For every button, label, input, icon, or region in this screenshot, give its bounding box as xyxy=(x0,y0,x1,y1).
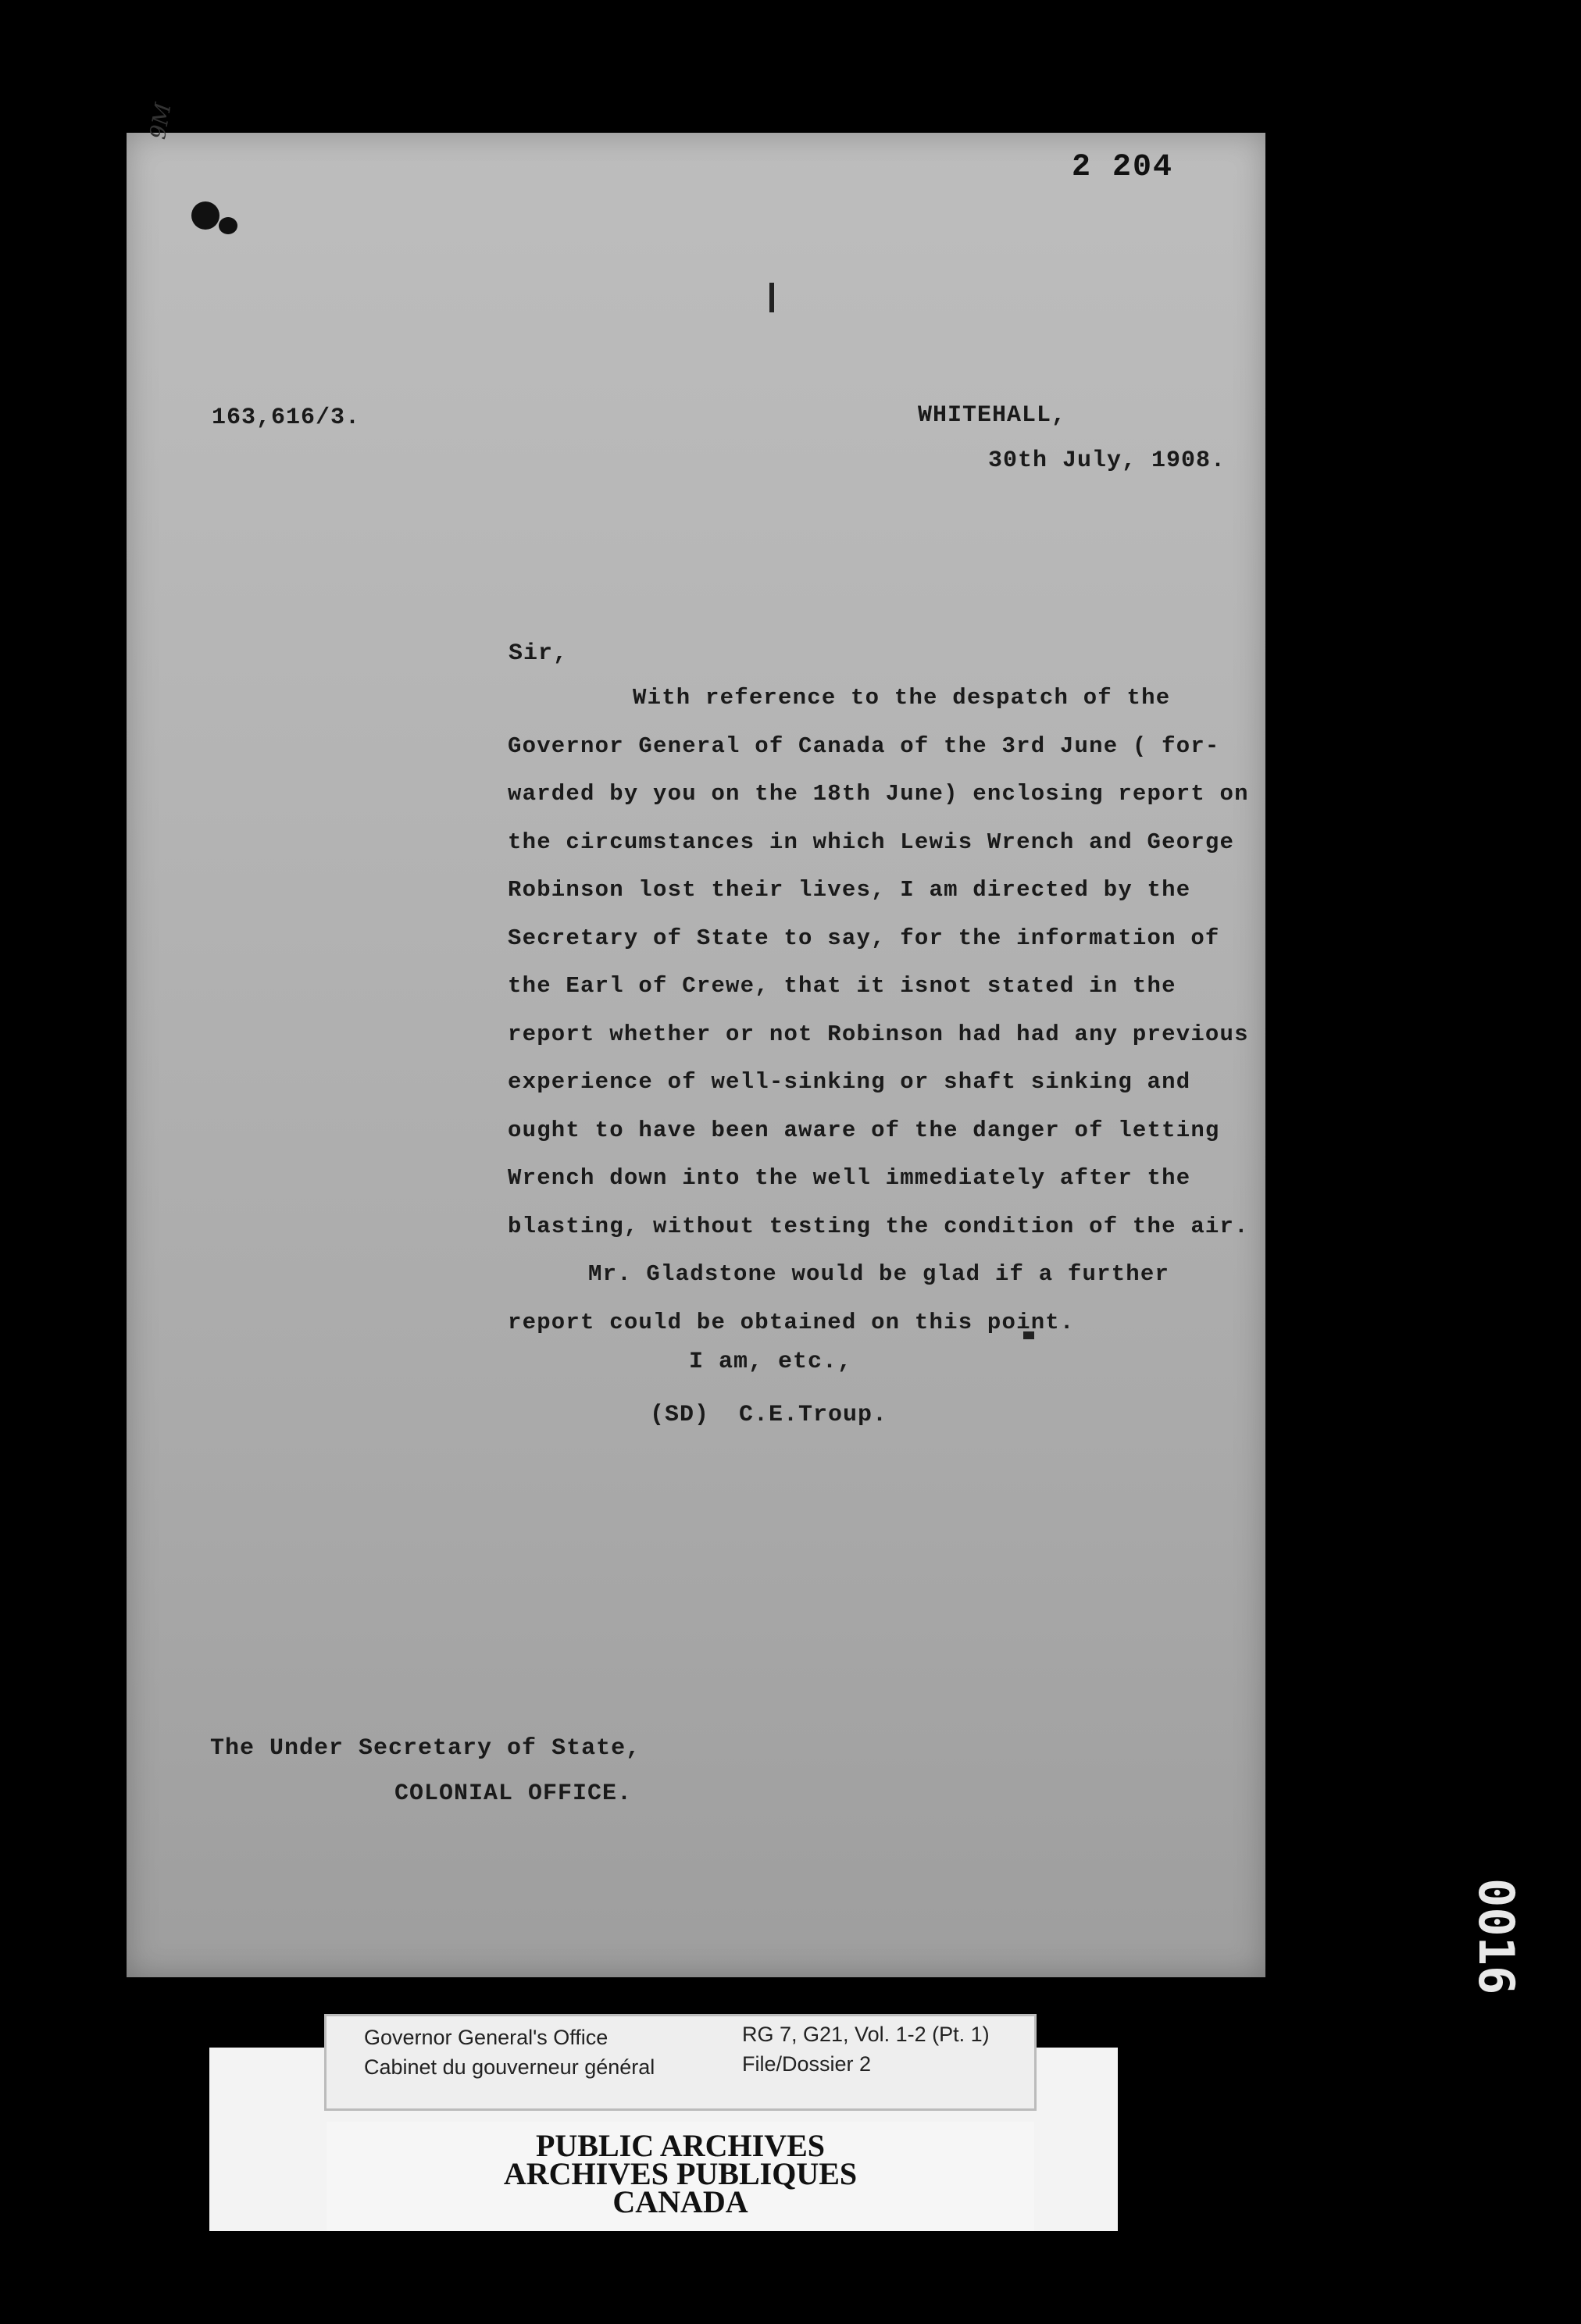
stamp-line-1: PUBLIC ARCHIVES xyxy=(535,2128,826,2163)
file-number: File/Dossier 2 xyxy=(742,2052,872,2076)
punch-hole-mark xyxy=(191,201,219,230)
body-line: With reference to the despatch of the xyxy=(633,685,1171,711)
film-frame-code xyxy=(1439,1878,1525,2066)
body-line: the Earl of Crewe, that it isnot stated in the xyxy=(508,973,1176,999)
archive-reference-label xyxy=(327,2016,1034,2108)
body-line: warded by you on the 18th June) enclosing report on xyxy=(508,781,1249,807)
body-line: report whether or not Robinson had had any previous xyxy=(508,1021,1249,1047)
ink-mark xyxy=(769,283,774,312)
archives-stamp-inner xyxy=(327,2122,1034,2231)
office-english: Governor General's Office xyxy=(364,2026,608,2049)
place-heading: WHITEHALL, xyxy=(918,402,1067,429)
record-group-reference: RG 7, G21, Vol. 1-2 (Pt. 1) xyxy=(742,2023,990,2046)
body-line: the circumstances in which Lewis Wrench and George xyxy=(508,829,1235,855)
salutation: Sir, xyxy=(509,640,569,667)
reference-number: 163,616/3. xyxy=(212,405,361,431)
signature: (SD) C.E.Troup. xyxy=(650,1402,888,1428)
body-line: blasting, without testing the condition of the air. xyxy=(508,1214,1249,1239)
body-line: report could be obtained on this point. xyxy=(508,1310,1075,1335)
closing: I am, etc., xyxy=(689,1349,853,1375)
film-frame-code-text: 0016 xyxy=(1468,1878,1525,1995)
body-line: Wrench down into the well immediately after the xyxy=(508,1165,1191,1191)
body-line: Mr. Gladstone would be glad if a further xyxy=(588,1261,1170,1287)
page-number: 2 204 xyxy=(1072,150,1174,185)
office-french: Cabinet du gouverneur général xyxy=(364,2055,655,2079)
stamp-line-3: CANADA xyxy=(612,2184,748,2219)
body-line: ought to have been aware of the danger of letting xyxy=(508,1117,1220,1143)
body-line: experience of well-sinking or shaft sinking and xyxy=(508,1069,1191,1095)
margin-annotation: 9M xyxy=(145,101,177,141)
body-line: Robinson lost their lives, I am directed by the xyxy=(508,877,1191,903)
punch-hole-mark-small xyxy=(219,217,237,234)
body-line: Secretary of State to say, for the information of xyxy=(508,925,1220,951)
addressee-line-2: COLONIAL OFFICE. xyxy=(394,1780,633,1807)
letter-date: 30th July, 1908. xyxy=(988,447,1226,474)
body-line: Governor General of Canada of the 3rd June ( for- xyxy=(508,733,1220,759)
stamp-line-2: ARCHIVES PUBLIQUES xyxy=(503,2156,858,2191)
addressee-line-1: The Under Secretary of State, xyxy=(210,1735,641,1762)
